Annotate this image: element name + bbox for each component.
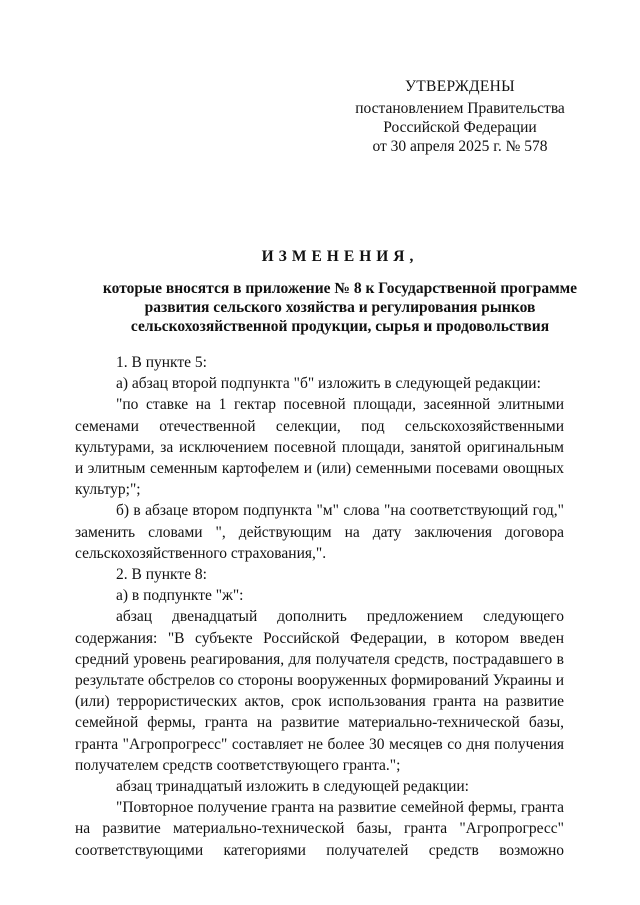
paragraph-twelfth: абзац двенадцатый дополнить предложением следующего содержания: "В субъекте Российской Федерации, в котором введен средний уровень реагирования, для получателя средств, пострадавшего в результате обстрелов со стороны вооруженных формирований Украины и (или) террористических актов, срок использования гранта на развитие семейной фермы, гранта на развитие материально-технической базы, гранта "Агропрогресс" составляет не более 30 месяцев со дня получения получателем средств соответствующего гранта.";	[75, 608, 564, 774]
paragraph-quote-seeds: "по ставке на 1 гектар посевной площади, засеянной элитными семенами отечественной селекции, под сельскохозяйственными культурами, за исключением посевной площади, занятой оригинальным и элитным семенным картофелем и (или) семенными посевами овощных культур;";	[75, 396, 564, 499]
subtitle-line-2: развития сельского хозяйства и регулирования рынков	[144, 299, 536, 316]
paragraph-thirteenth: абзац тринадцатый изложить в следующей редакции:	[116, 778, 469, 796]
approval-line-3: от 30 апреля 2025 г. № 578	[372, 138, 548, 155]
paragraph-repeat-grant: "Повторное получение гранта на развитие семейной фермы, гранта на развитие материально-технической базы, гранта "Агропрогресс" соответствующими категориями получателей средств возможно	[75, 799, 564, 859]
paragraph-item-1: 1. В пункте 5:	[116, 354, 207, 371]
paragraph-subitem-zh: а) в подпункте "ж":	[116, 587, 244, 605]
paragraph-subitem-b: б) в абзаце втором подпункта "м" слова "на соответствующий год," заменить словами ", действующим на дату заключения договора сельскохозяйственного страхования,".	[75, 502, 564, 562]
paragraph-subitem-a: а) абзац второй подпункта "б" изложить в следующей редакции:	[116, 375, 541, 393]
approval-line-2: Российской Федерации	[383, 119, 537, 136]
document-body	[75, 352, 564, 861]
subtitle-line-3: сельскохозяйственной продукции, сырья и продовольствия	[130, 318, 550, 335]
paragraph-item-2: 2. В пункте 8:	[116, 566, 207, 584]
approved-label: УТВЕРЖДЕНЫ	[405, 78, 515, 95]
subtitle-line-1: которые вносятся в приложение № 8 к Государственной программе	[102, 280, 578, 297]
document-heading	[60, 248, 620, 336]
approval-line-1: постановлением Правительства	[355, 100, 565, 117]
document-title: ИЗМЕНЕНИЯ,	[261, 248, 419, 265]
approval-stamp	[330, 77, 590, 156]
